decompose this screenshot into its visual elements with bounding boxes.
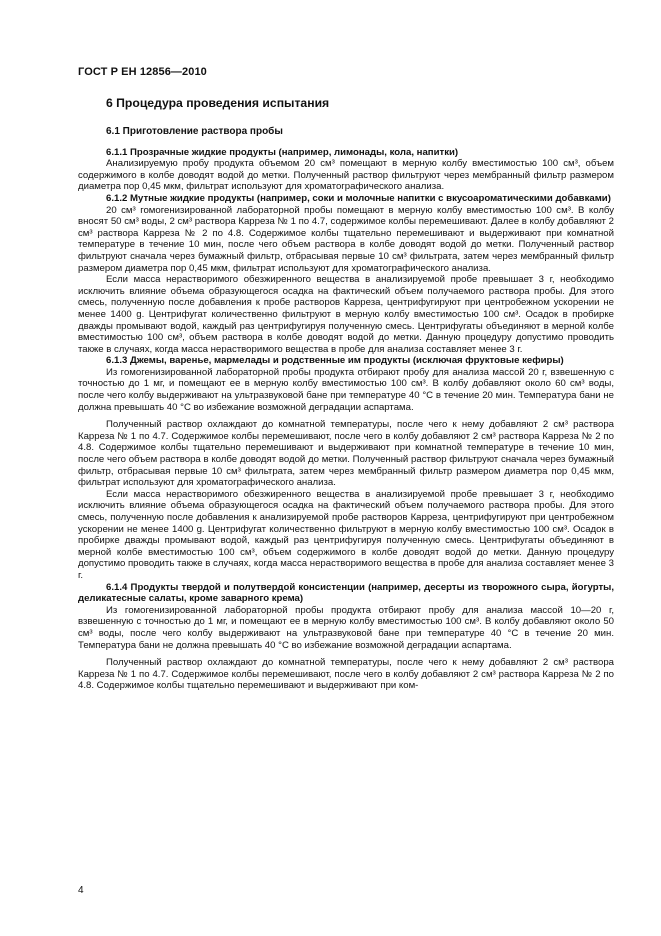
section-title: 6 Процедура проведения испытания — [106, 96, 330, 110]
clause-heading: 6.1.2 Мутные жидкие продукты (например, соки и молочные напитки с вкусоароматическими добавками) — [106, 192, 611, 204]
paragraph: Из гомогенизированной лабораторной пробы продукта отбирают пробу для анализа массой 10—20 г, взвешенную с точностью до 1 мг, и помещают ее в мерную колбу вместимостью 100 см³. В колбу добавляют около 50 см³ воды, после чего колбу выдерживают на ультразвуковой бане при температуре 40 °С в течение 20 мин. Температура бани не должна превышать 40 °С во избежание возможной деградации аспартама. — [78, 604, 614, 651]
clause-heading: 6.1.1 Прозрачные жидкие продукты (например, лимонады, кола, напитки) — [106, 146, 459, 158]
clause-heading: 6.1.4 Продукты твердой и полутвердой консистенции (например, десерты из творожного сыра, йогурты, деликатесные салаты, кроме заварного крема) — [78, 581, 614, 605]
body-blocks — [78, 147, 614, 692]
paragraph: Если масса нерастворимого обезжиренного вещества в анализируемой пробе превышает 3 г, необходимо исключить влияние объема образующегося осадка на фактический объем получаемого раствора пробы. Для этого смесь, полученную после добавления к пробе растворов Карреза, центрифугируют при центробежном ускорении не менее 1400 g. Центрифугат количественно фильтруют в мерную колбу вместимостью 100 см³. Осадок в пробирке дважды промывают водой, каждый раз центрифугируя полученную смесь. Центрифугаты объединяют в мерной колбе вместимостью 100 см³, объем раствора в колбе доводят водой до метки. Данную процедуру допустимо проводить также в случаях, когда масса нерастворимого вещества в пробе для анализа составляет менее 3 г. — [78, 274, 614, 355]
paragraph: Если масса нерастворимого обезжиренного вещества в анализируемой пробе превышает 3 г, необходимо исключить влияние объема образующегося осадка на фактический объем получаемого раствора пробы. Для этого смесь, полученную после добавления к анализируемой пробе растворов Карреза, центрифугируют при центробежном ускорении не менее 1400 g. Центрифугат количественно фильтруют в мерную колбу вместимостью 100 см³. Осадок в пробирке дважды промывают водой, каждый раз центрифугируя полученную смесь. Центрифугаты объединяют в мерной колбе вместимостью 100 см³, объем содержимого в колбе доводят водой до метки. Данную процедуру допустимо проводить также в случаях, когда масса нерастворимого вещества в пробе для анализа составляет менее 3 г. — [78, 488, 614, 581]
paragraph: Полученный раствор охлаждают до комнатной температуры, после чего к нему добавляют 2 см³ раствора Карреза № 1 по 4.7. Содержимое колбы перемешивают, после чего в колбу добавляют 2 см³ раствора Карреза № 2 по 4.8. Содержимое колбы тщательно перемешивают и выдерживают при ком- — [78, 657, 614, 692]
paragraph: Анализируемую пробу продукта объемом 20 см³ помещают в мерную колбу вместимостью 100 см³, объем содержимого в колбе доводят водой до метки. Полученный раствор фильтруют через мембранный фильтр размером диаметра пор 0,45 мкм, фильтрат используют для хроматографического анализа. — [78, 158, 614, 193]
paragraph: Полученный раствор охлаждают до комнатной температуры, после чего к нему добавляют 2 см³ раствора Карреза № 1 по 4.7. Содержимое колбы перемешивают, после чего в колбу добавляют 2 см³ раствора Карреза № 2 по 4.8. Содержимое колбы тщательно перемешивают и выдерживают при комнатной температуре в течение 10 мин, после чего объем раствора в колбе доводят водой до метки. Полученный раствор фильтруют сначала через бумажный фильтр, отбрасывая первые 10 см³ фильтрата, затем через мембранный фильтр размером диаметра пор 0,45 мкм, фильтрат используют для хроматографического анализа. — [78, 419, 614, 489]
paragraph: 20 см³ гомогенизированной лабораторной пробы помещают в мерную колбу вместимостью 100 см³. В колбу вносят 50 см³ воды, 2 см³ раствора Карреза № 1 по 4.7, содержимое колбы перемешивают. Далее в колбу добавляют 2 см³ раствора Карреза № 2 по 4.8. Содержимое колбы тщательно перемешивают и выдерживают при комнатной температуре в течение 10 мин, после чего объем раствора в колбе доводят водой до метки. Полученный раствор фильтруют сначала через бумажный фильтр, отбрасывая первые 10 см³ фильтрата, затем через мембранный фильтр размером диаметра пор 0,45 мкм, фильтрат используют для хроматографического анализа. — [78, 204, 614, 274]
paragraph: Из гомогенизированной лабораторной пробы продукта отбирают пробу для анализа массой 20 г, взвешенную с точностью до 1 мг, и помещают ее в мерную колбу вместимостью 100 см³. В колбу добавляют около 60 см³ воды, после чего колбу выдерживают на ультразвуковой бане при температуре 40 °С в течение 20 мин. Температура бани не должна превышать 40 °С во избежание возможной деградации аспартама. — [78, 366, 614, 413]
page-content — [78, 96, 614, 692]
page-number: 4 — [78, 885, 84, 896]
document-header: ГОСТ Р ЕН 12856—2010 — [78, 66, 207, 78]
subsection-title: 6.1 Приготовление раствора пробы — [106, 126, 283, 137]
clause-heading: 6.1.3 Джемы, варенье, мармелады и родственные им продукты (исключая фруктовые кефиры) — [106, 355, 564, 367]
